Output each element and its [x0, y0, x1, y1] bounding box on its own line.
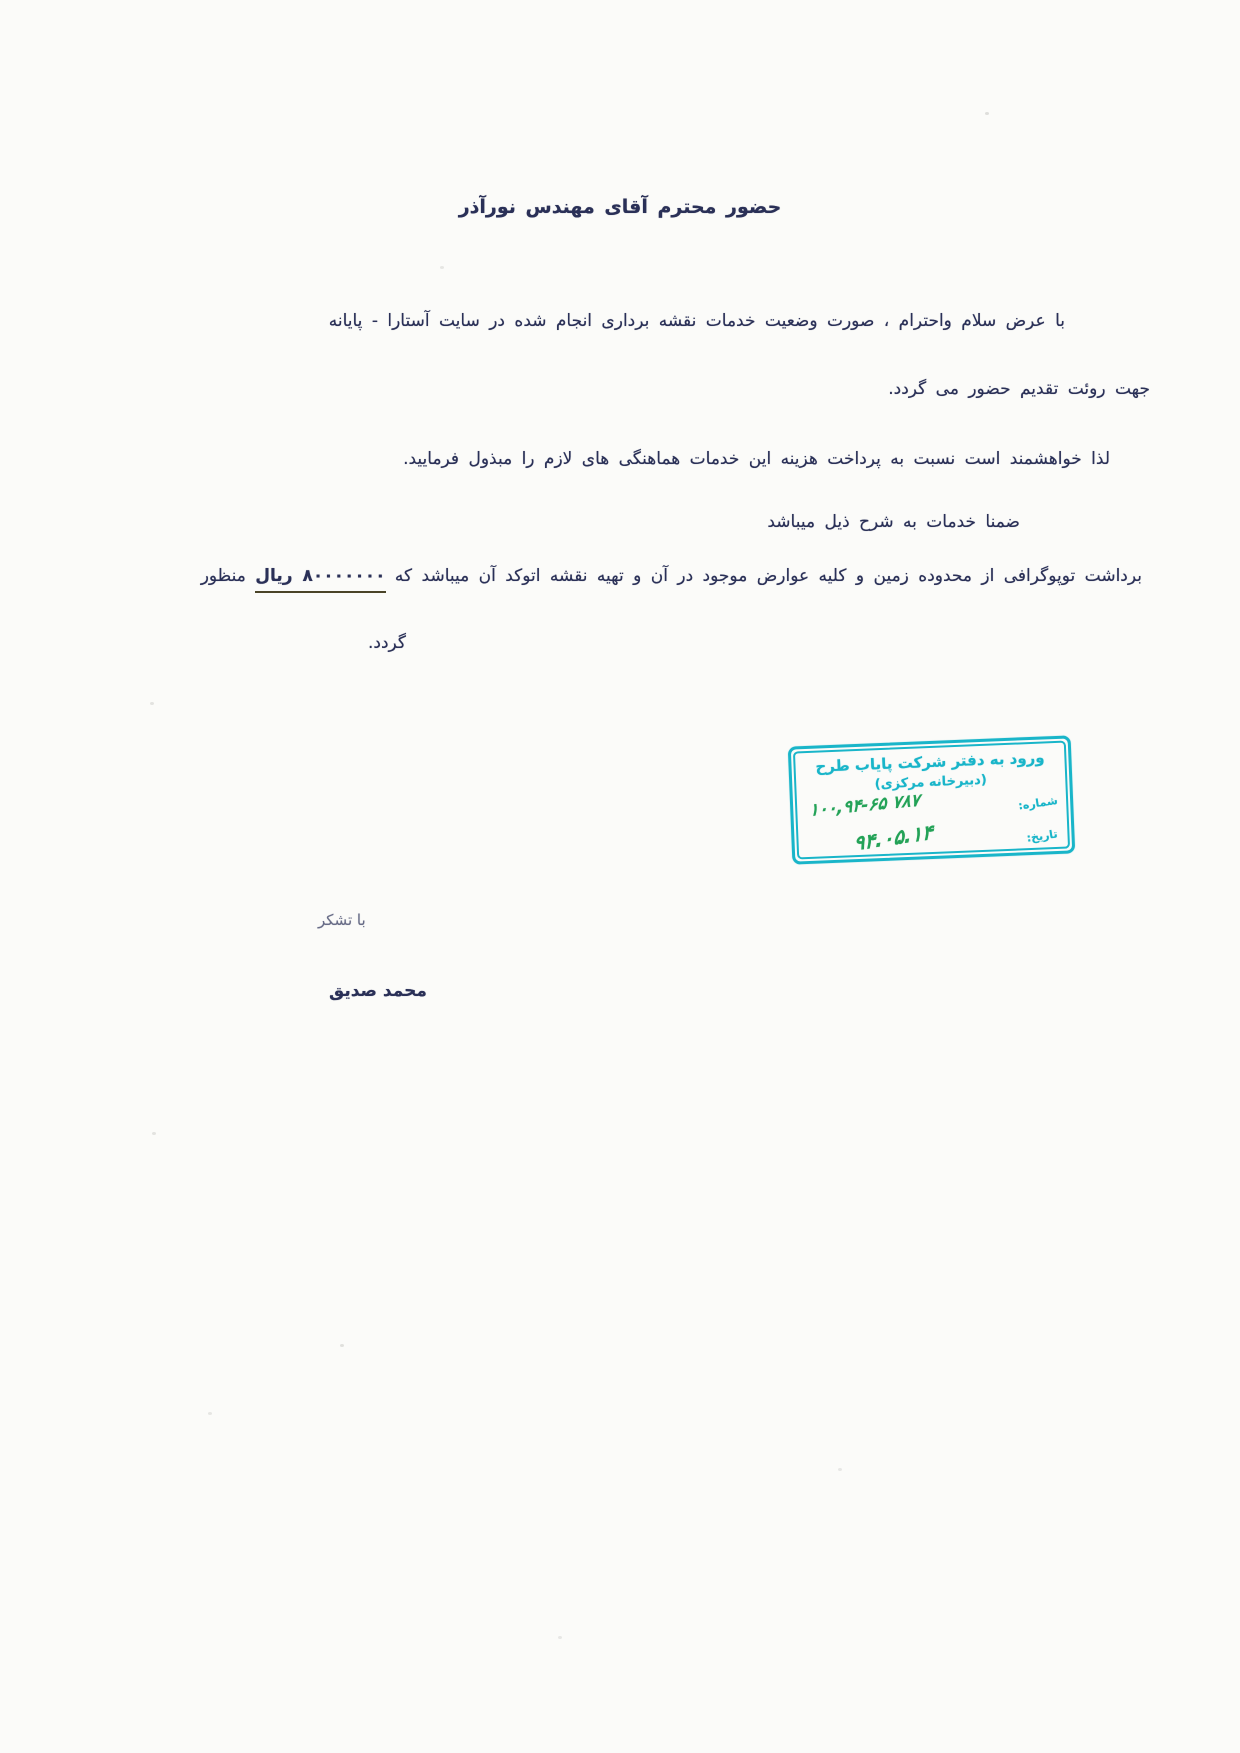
stamp-subtitle: (دبیرخانه مرکزی) [874, 772, 988, 793]
services-intro-line: ضمنا خدمات به شرح ذیل میباشد [767, 512, 1020, 532]
stamp-date-label: تاریخ: [1025, 827, 1059, 845]
stamp-number-label: شماره: [1017, 793, 1059, 813]
scan-speck [440, 266, 444, 269]
letter-title: حضور محترم آقای مهندس نورآذر [458, 196, 782, 218]
closing-phrase: با تشکر [318, 911, 366, 929]
stamp-title: ورود به دفتر شرکت پایاب طرح [815, 748, 1045, 776]
greeting-line: با عرض سلام واحترام ، صورت وضعیت خدمات نقشه برداری انجام شده در سایت آستارا - پایانه [328, 311, 1065, 331]
scan-speck [340, 1344, 344, 1347]
signatory-name: محمد صدیق [329, 981, 427, 1001]
entry-stamp [788, 735, 1076, 864]
payment-request-line: لذا خواهشمند است نسبت به پرداخت هزینه این خدمات هماهنگی های لازم را مبذول فرمایید. [403, 449, 1110, 469]
scan-speck [208, 1412, 212, 1415]
services-description-text: برداشت توپوگرافی از محدوده زمین و کلیه عوارض موجود در آن و تهیه نقشه اتوکد آن میباشد که [385, 566, 1142, 586]
scan-speck [150, 702, 154, 705]
amount-underlined: ۸۰۰۰۰۰۰۰ ریال [255, 566, 385, 593]
greeting-line-continuation: جهت روئت تقدیم حضور می گردد. [888, 379, 1150, 399]
scan-speck [558, 1636, 562, 1639]
entry-stamp-inner-border [793, 741, 1070, 860]
stamp-date-handwritten: ۹۴.۰۵.۱۴ [853, 819, 933, 856]
scan-speck [152, 1132, 156, 1135]
services-description-last-word: گردد. [368, 633, 407, 653]
scan-speck [838, 1468, 842, 1471]
stamp-number-handwritten: ۱۰۰,۹۴-۶۵ ۷۸۷ [809, 790, 920, 821]
services-description-tail: منظور [200, 566, 256, 586]
scan-speck [985, 112, 989, 115]
services-description-line [201, 566, 1142, 586]
